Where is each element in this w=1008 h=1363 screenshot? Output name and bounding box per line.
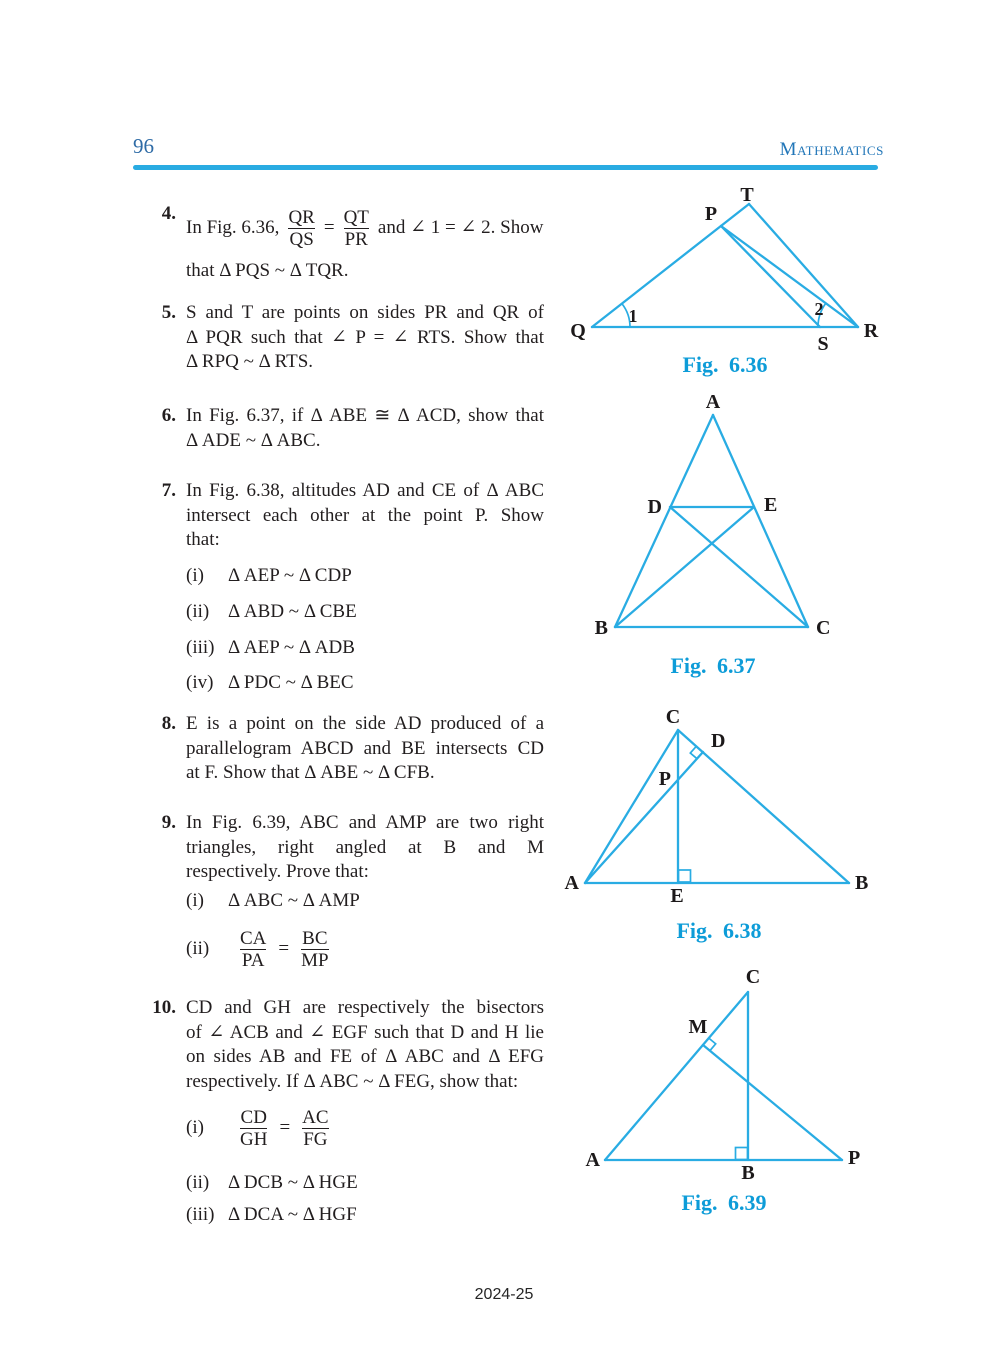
angle-label-2: 2 bbox=[814, 299, 824, 319]
line-DC bbox=[670, 507, 808, 627]
fraction bbox=[237, 1107, 270, 1150]
right-angle-mark-B bbox=[736, 1148, 748, 1160]
line-MP bbox=[703, 1045, 842, 1160]
header-rule bbox=[133, 165, 878, 170]
problem-number: 4. bbox=[161, 203, 176, 224]
fraction-denominator: MP bbox=[301, 950, 329, 972]
fraction bbox=[299, 1107, 331, 1150]
problem-number: 6. bbox=[161, 405, 176, 426]
problem-4 bbox=[133, 202, 545, 284]
problem-6 bbox=[133, 404, 545, 453]
problem-9 bbox=[133, 811, 545, 976]
problem-7-item-iv bbox=[186, 671, 544, 696]
problem-number: 9. bbox=[161, 812, 176, 833]
problem-5-line-3: Δ RPQ ~ Δ RTS. bbox=[186, 351, 314, 373]
vertex-label-P: P bbox=[658, 768, 671, 790]
problem-4-line-2: that Δ PQS ~ Δ TQR. bbox=[186, 260, 349, 281]
problem-6-line-2: Δ ADE ~ Δ ABC. bbox=[186, 429, 321, 451]
vertex-label-E: E bbox=[764, 494, 778, 516]
right-angle-mark-M bbox=[709, 1038, 716, 1051]
vertex-label-D: D bbox=[647, 496, 662, 518]
fraction-numerator: BC bbox=[302, 928, 328, 950]
item-text: Δ PDC ~ Δ BEC bbox=[228, 672, 354, 694]
altitude-AD bbox=[585, 752, 703, 883]
vertex-label-C: C bbox=[816, 617, 831, 639]
vertex-label-A: A bbox=[564, 872, 579, 894]
equals-sign: = bbox=[323, 216, 335, 238]
vertex-label-M: M bbox=[688, 1016, 708, 1038]
fraction-numerator: QT bbox=[343, 206, 369, 228]
fraction-numerator: CD bbox=[240, 1107, 267, 1129]
equals-sign: = bbox=[278, 938, 290, 960]
item-label: (iv) bbox=[186, 672, 214, 694]
vertex-label-D: D bbox=[711, 730, 726, 752]
running-head-title: Mathematics bbox=[779, 139, 884, 160]
item-label: (iii) bbox=[186, 1203, 215, 1225]
problem-5-line-2: Δ PQR such that ∠ P = ∠ RTS. Show that bbox=[186, 326, 544, 348]
fraction-numerator: QR bbox=[288, 206, 315, 228]
problem-number: 7. bbox=[161, 480, 176, 501]
vertex-label-C: C bbox=[665, 706, 681, 728]
problem-10-line-1: CD and GH are respectively the bisectors bbox=[186, 997, 544, 1018]
problem-number: 8. bbox=[161, 713, 176, 734]
problem-4-outro: and ∠ 1 = ∠ 2. Show bbox=[377, 216, 544, 238]
problem-7-item-iii bbox=[186, 636, 544, 661]
vertex-label-R: R bbox=[863, 320, 879, 342]
vertex-label-A: A bbox=[585, 1149, 600, 1171]
problem-9-item-i bbox=[186, 889, 544, 914]
vertex-label-C: C bbox=[745, 966, 761, 988]
problem-5-line-1: S and T are points on sides PR and QR of bbox=[186, 302, 544, 323]
problem-number: 5. bbox=[161, 302, 176, 323]
problem-8 bbox=[133, 712, 545, 786]
item-label: (i) bbox=[186, 565, 204, 587]
line-AC bbox=[585, 730, 678, 883]
item-label: (i) bbox=[186, 890, 204, 912]
item-text: Δ AEP ~ Δ CDP bbox=[228, 565, 352, 587]
vertex-label-B: B bbox=[594, 617, 608, 639]
problem-9-line-1: In Fig. 6.39, ABC and AMP are two right bbox=[186, 812, 544, 833]
fraction-denominator: FG bbox=[303, 1129, 328, 1151]
vertex-label-B: B bbox=[741, 1162, 755, 1184]
figure-caption: Fig. 6.38 bbox=[676, 918, 762, 943]
fraction-denominator: QS bbox=[289, 228, 314, 250]
vertex-label-B: B bbox=[855, 872, 869, 894]
fraction-denominator: PR bbox=[344, 228, 368, 250]
problem-7-item-i bbox=[186, 564, 544, 589]
problem-9-line-3: respectively. Prove that: bbox=[186, 861, 369, 883]
item-label: (ii) bbox=[186, 1171, 210, 1193]
figure-6-39 bbox=[578, 963, 870, 1185]
fraction bbox=[341, 207, 372, 250]
item-text: Δ ABD ~ Δ CBE bbox=[228, 600, 357, 622]
line-AC bbox=[713, 415, 808, 627]
problem-10-item-ii bbox=[186, 1171, 544, 1196]
problem-4-intro: In Fig. 6.36, bbox=[186, 216, 280, 238]
problem-7 bbox=[133, 479, 545, 696]
problem-9-item-ii bbox=[186, 924, 544, 976]
figure-caption: Fig. 6.37 bbox=[670, 653, 756, 678]
problem-number: 10. bbox=[152, 997, 176, 1018]
item-label: (i) bbox=[186, 1117, 204, 1139]
problem-9-line-2: triangles, right angled at B and M bbox=[186, 836, 544, 858]
fraction bbox=[285, 207, 317, 250]
problem-10 bbox=[133, 996, 545, 1227]
problem-10-line-4: respectively. If Δ ABC ~ Δ FEG, show that: bbox=[186, 1071, 519, 1093]
vertex-label-P: P bbox=[848, 1147, 861, 1169]
item-text: Δ DCB ~ Δ HGE bbox=[228, 1171, 358, 1193]
problem-10-item-iii bbox=[186, 1203, 544, 1228]
figure-6-38 bbox=[563, 703, 875, 908]
fraction-denominator: GH bbox=[240, 1129, 268, 1151]
item-label: (ii) bbox=[186, 938, 210, 960]
vertex-label-P: P bbox=[704, 203, 718, 225]
line-PS bbox=[721, 226, 820, 327]
vertex-label-T: T bbox=[740, 184, 754, 206]
fraction-denominator: PA bbox=[241, 950, 265, 972]
vertex-label-E: E bbox=[670, 885, 684, 907]
right-angle-mark-E bbox=[679, 870, 691, 882]
line-QT bbox=[592, 204, 749, 327]
item-text: Δ ABC ~ Δ AMP bbox=[228, 890, 360, 912]
vertex-label-A: A bbox=[705, 391, 721, 413]
problem-7-item-ii bbox=[186, 600, 544, 625]
fraction bbox=[298, 928, 331, 971]
figure-caption: Fig. 6.39 bbox=[681, 1190, 767, 1215]
footer-session-year: 2024-25 bbox=[474, 1286, 534, 1303]
problem-5 bbox=[133, 301, 545, 375]
figure-caption: Fig. 6.36 bbox=[682, 352, 768, 377]
fraction bbox=[237, 928, 269, 971]
item-label: (ii) bbox=[186, 600, 210, 622]
problem-10-line-3: on sides AB and FE of Δ ABC and Δ EFG bbox=[186, 1046, 544, 1068]
line-PR bbox=[721, 226, 858, 327]
vertex-label-Q: Q bbox=[570, 320, 586, 342]
item-text: Δ AEP ~ Δ ADB bbox=[228, 636, 355, 658]
fraction-numerator: CA bbox=[240, 928, 267, 950]
item-text: Δ DCA ~ Δ HGF bbox=[228, 1203, 357, 1225]
vertex-label-S: S bbox=[817, 333, 829, 355]
problem-8-line-2: parallelogram ABCD and BE intersects CD bbox=[186, 737, 544, 759]
fraction-numerator: AC bbox=[302, 1107, 329, 1129]
line-BE bbox=[615, 507, 754, 627]
line-AB bbox=[615, 415, 713, 627]
problem-7-line-2: intersect each other at the point P. Show bbox=[186, 504, 544, 526]
right-angle-mark-D bbox=[690, 746, 697, 758]
problem-4-line-1 bbox=[186, 202, 544, 254]
problem-8-line-1: E is a point on the side AD produced of a bbox=[186, 713, 544, 734]
figure-6-37 bbox=[588, 390, 838, 654]
problem-10-line-2: of ∠ ACB and ∠ EGF such that D and H lie bbox=[186, 1021, 544, 1043]
item-label: (iii) bbox=[186, 636, 215, 658]
problem-6-line-1: In Fig. 6.37, if Δ ABE ≅ Δ ACD, show that bbox=[186, 405, 544, 426]
line-AC bbox=[605, 992, 748, 1160]
equals-sign: = bbox=[279, 1117, 291, 1139]
figure-6-36 bbox=[565, 182, 885, 360]
problem-7-line-1: In Fig. 6.38, altitudes AD and CE of Δ ABC bbox=[186, 480, 544, 501]
problem-10-item-i bbox=[186, 1103, 544, 1155]
problem-8-line-3: at F. Show that Δ ABE ~ Δ CFB. bbox=[186, 762, 435, 784]
page-number: 96 bbox=[133, 134, 154, 158]
angle-label-1: 1 bbox=[628, 306, 638, 326]
problem-7-line-3: that: bbox=[186, 529, 220, 551]
